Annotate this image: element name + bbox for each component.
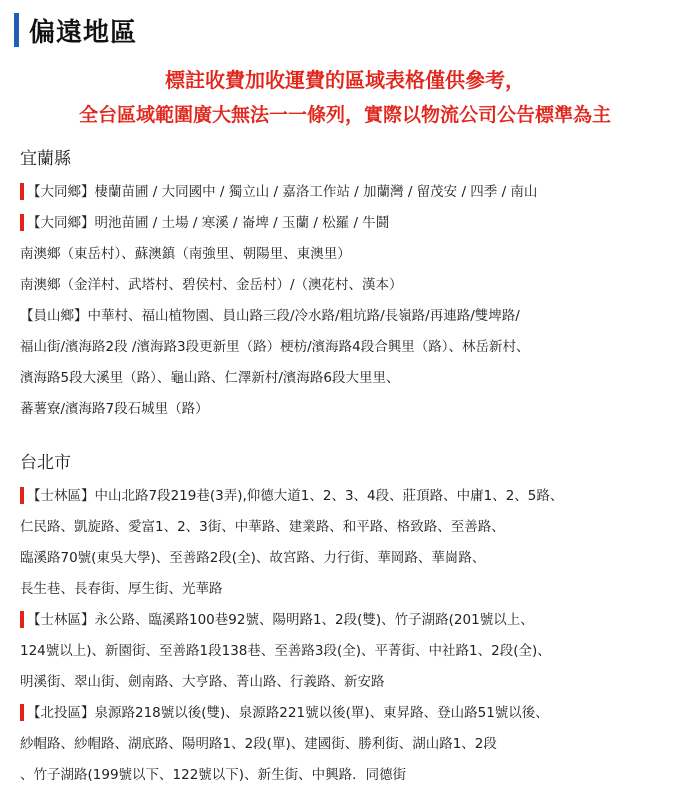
list-item-text: 仁民路、凱旋路、愛富1、2、3街、中華路、建業路、和平路、格致路、至善路、 <box>20 518 505 535</box>
list-item <box>20 759 680 790</box>
content <box>20 148 680 790</box>
list-item <box>20 300 680 331</box>
list-item <box>20 604 680 635</box>
list-item <box>20 480 680 511</box>
page-title: 偏遠地區 <box>29 17 138 48</box>
list-item-text: 明溪街、翠山街、劍南路、大亨路、菁山路、行義路、新安路 <box>20 673 385 690</box>
list-item-text: 【員山鄉】中華村、福山植物園、員山路三段/冷水路/粗坑路/長嶺路/再連路/雙埤路/ <box>20 307 520 324</box>
section-gap <box>20 424 680 452</box>
red-marker <box>20 487 24 504</box>
list-item <box>20 269 680 300</box>
red-marker <box>20 611 24 628</box>
list-item <box>20 393 680 424</box>
list-item <box>20 728 680 759</box>
list-item-text: 【士林區】永公路、臨溪路100巷92號、陽明路1、2段(雙)、竹子湖路(201號以上、 <box>27 611 534 628</box>
list-item <box>20 542 680 573</box>
list-item-text: 【士林區】中山北路7段219巷(3弄),仰德大道1、2、3、4段、莊頂路、中庸1、2、5路、 <box>27 487 564 504</box>
section-header <box>14 10 137 50</box>
list-item <box>20 362 680 393</box>
red-marker <box>20 183 24 200</box>
list-item-text: 蕃薯寮/濱海路7段石城里（路） <box>20 400 209 417</box>
list-item-text: 福山街/濱海路2段 /濱海路3段更新里（路）梗枋/濱海路4段合興里（路）、林岳新村、 <box>20 338 530 355</box>
list-item <box>20 176 680 207</box>
list-item <box>20 207 680 238</box>
list-item-text: 【北投區】泉源路218號以後(雙)、泉源路221號以後(單)、東昇路、登山路51號以後、 <box>27 704 549 721</box>
list-item-text: 【大同鄉】棲蘭苗圃 / 大同國中 / 獨立山 / 嘉洛工作站 / 加蘭灣 / 留茂安 / 四季 / 南山 <box>27 183 538 200</box>
list-item <box>20 331 680 362</box>
notice-line-2: 全台區域範圍廣大無法一一條列，實際以物流公司公告標準為主 <box>78 104 611 126</box>
list-item-text: 南澳鄉（金洋村、武塔村、碧侯村、金岳村）/（澳花村、漢本） <box>20 276 403 293</box>
region-heading-yilan: 宜蘭縣 <box>20 149 71 169</box>
list-item <box>20 635 680 666</box>
list-item-text: 【大同鄉】明池苗圃 / 土場 / 寒溪 / 崙埤 / 玉蘭 / 松羅 / 牛鬪 <box>27 214 390 231</box>
list-item-text: 南澳鄉（東岳村）、蘇澳鎮（南強里、朝陽里、東澳里） <box>20 245 351 262</box>
list-item-text: 臨溪路70號(東吳大學)、至善路2段(全)、故宮路、力行街、華岡路、華崗路、 <box>20 549 486 566</box>
list-item-text: 長生巷、長春街、厚生街、光華路 <box>20 580 223 597</box>
list-item <box>20 573 680 604</box>
notice-line-1: 標註收費加收運費的區域表格僅供參考， <box>165 68 525 92</box>
region-heading-taipei: 台北市 <box>20 453 71 473</box>
red-marker <box>20 704 24 721</box>
list-item <box>20 666 680 697</box>
list-item-text: 紗帽路、紗帽路、湖底路、陽明路1、2段(單)、建國街、勝利街、湖山路1、2段 <box>20 735 497 752</box>
title-accent-bar <box>14 13 19 47</box>
list-item <box>20 511 680 542</box>
list-item-text: 124號以上)、新園街、至善路1段138巷、至善路3段(全)、平菁街、中社路1、2段(全)、 <box>20 642 551 659</box>
list-item <box>20 697 680 728</box>
list-item-text: 濱海路5段大溪里（路）、龜山路、仁澤新村/濱海路6段大里里、 <box>20 369 400 386</box>
red-marker <box>20 214 24 231</box>
list-item-text: 、竹子湖路(199號以下、122號以下)、新生街、中興路．同德街 <box>20 766 407 783</box>
list-item <box>20 238 680 269</box>
